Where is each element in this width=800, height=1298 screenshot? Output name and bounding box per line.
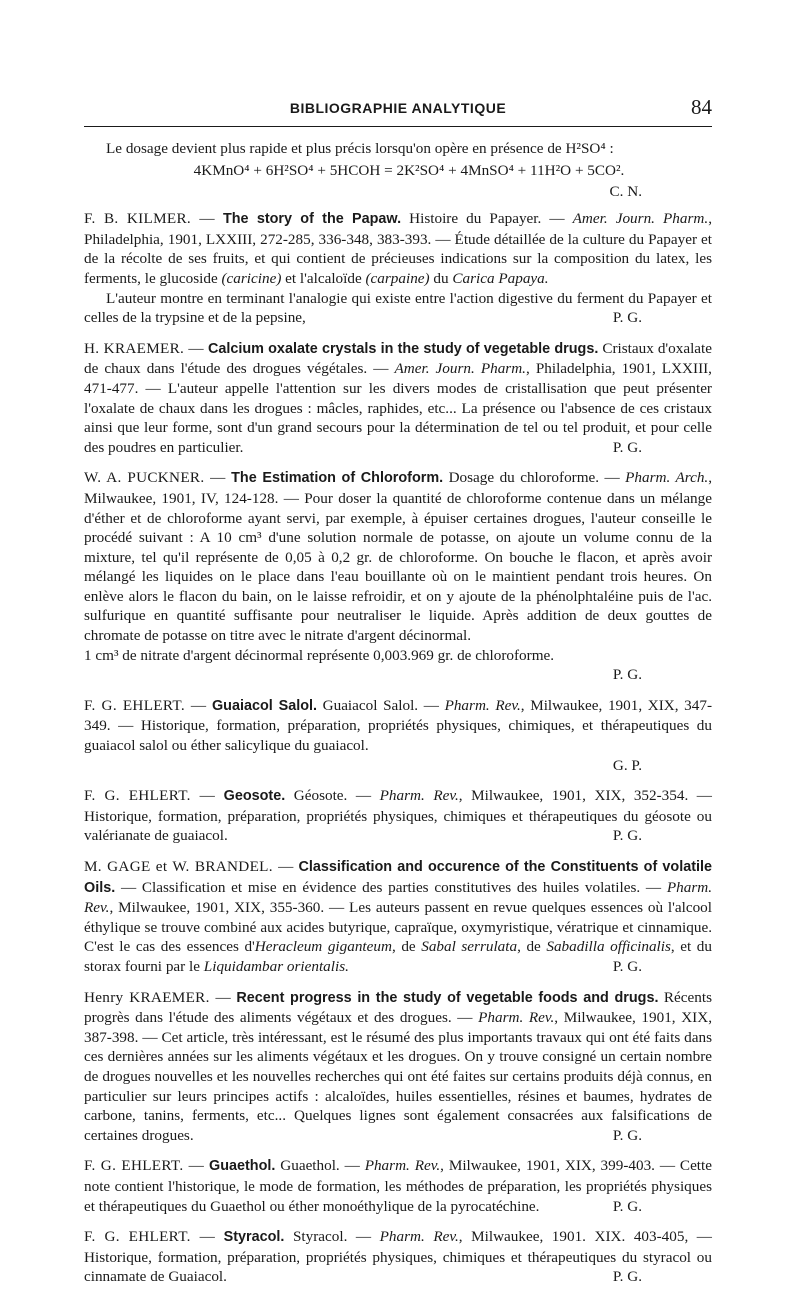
entry-author: Henry KRAEMER. —: [84, 988, 231, 1006]
entry-signature: P. G.: [612, 1126, 642, 1144]
entry-text: , Milwaukee, 1901, XIX, 347-349. — Historique, formation, préparation, propriétés physiques, chimiques, et thérapeutiques du guaiacol salol ou éther salicylique du guaiacol.: [84, 696, 713, 755]
entry-signature: P. G.: [612, 957, 642, 975]
entry-term: (carpaine): [365, 269, 430, 287]
entry-author: F. G. EHLERT. —: [84, 696, 207, 714]
header-rule: [84, 126, 712, 127]
entry-title: Calcium oxalate crystals in the study of vegetable drugs.: [207, 340, 599, 357]
entry-body: [84, 209, 712, 288]
intro-text: Le dosage devient plus rapide et plus précis lorsqu'on opère en présence de H²SO⁴ :: [106, 140, 614, 157]
entry-term: Liquidambar orientalis.: [203, 957, 349, 975]
intro-formula: 4KMnO⁴ + 6H²SO⁴ + 5HCOH = 2K²SO⁴ + 4MnSO⁴ + 11H²O + 5CO².: [193, 161, 625, 179]
entry-kraemer-progress: [84, 988, 712, 1146]
entry-paragraph: 1 cm³ de nitrate d'argent décinormal représente 0,003.969 gr. de chloroforme.: [84, 646, 555, 664]
entry-ehlert-styracol: [84, 1227, 712, 1287]
entry-author: F. B. KILMER. —: [84, 210, 215, 228]
entry-journal: Amer. Journ. Pharm.: [394, 360, 526, 378]
entry-title: Geosote.: [223, 788, 286, 805]
entry-term: Heracleum giganteum: [254, 938, 392, 956]
entry-title: The Estimation of Chloroform.: [231, 470, 444, 487]
entry-text: Guaiacol Salol. —: [317, 696, 445, 714]
entry-text: , Milwaukee, 1901, IV, 124-128. — Pour doser la quantité de chloroforme contenue dans un mélange d'éther et de chloroforme ayant servi, par exemple, à épuiser certaines drogues, l'auteur conseille le procédé suivant : A 10 cm³ d'une solution normale de potasse, on ajoute un volume connu de la mixture, tel qu'il représente de 0,05 à 0,2 gr. de chloroforme. On bouche le flacon, et après avoir mélangé les liquides on le place dans l'eau bouillante où on le maintient pendant trois heures. On enlève alors le flacon du bain, on le laisse refroidir, et on y ajoute de la phénolphtaléine puis de l'ac. sulfurique en quantité suffisante pour neutraliser le liquide. Après addition de deux gouttes de chromate de potasse on titre avec le nitrate d'argent décinormal.: [84, 469, 713, 645]
entry-signature: P. G.: [612, 1268, 642, 1286]
entry-term: Sabal serrulata: [421, 938, 518, 956]
entry-text: , Milwaukee, 1901, XIX, 387-398. — Cet article, très intéressant, est le résumé des plus importants travaux qui ont été faits dans ces dernières années sur les aliments végétaux et les drogues. On y trouve consigné un certain nombre de drogues nouvelles et les nouvelles recherches qui ont été faites sur certains produits déjà connus, en particulier sur leurs principes actifs : alcaloïdes, huiles essentielles, résines et baumes, hydrates de carbone, tanins, ferments, etc... Quelques lignes sont également consacrées aux falsifications de certaines drogues.: [84, 1009, 712, 1144]
intro-continuation: [84, 139, 712, 201]
entry-journal: Pharm. Rev.: [364, 1157, 441, 1175]
entry-text: , Milwaukee, 1901. XIX. 403-405, — Historique, formation, préparation, propriétés physiques, chimiques et thérapeutiques du styracol ou cinnamate de Guaiacol.: [84, 1228, 712, 1286]
intro-signature: C. N.: [609, 182, 642, 200]
entry-text: Récents progrès dans l'étude des aliments végétaux et des drogues. —: [84, 988, 712, 1027]
entry-title: Guaethol.: [209, 1158, 276, 1175]
entry-author: W. A. PUCKNER. —: [84, 469, 226, 487]
entry-puckner: [84, 468, 712, 685]
entry-text: , Milwaukee, 1901, XIX, 352-354. — Historique, formation, préparation, propriétés physiques, chimiques et thérapeutiques du géosote ou valérianate de guaiacol.: [84, 787, 712, 845]
entry-text: Géosote. —: [285, 787, 380, 805]
entry-term: (caricine): [221, 269, 282, 287]
entry-text: L'auteur montre en terminant l'analogie qui existe entre l'action digestive du ferment du Papayer et celles de la trypsine et de la pepsine,: [84, 289, 712, 327]
entry-text: , Philadelphia, 1901, LXXIII, 471-477. — L'auteur appelle l'attention sur les divers modes de cristallisation que peut présenter l'oxalate de chaux dans les drogues : mâcles, raphides, etc... La présence ou l'absence de ces cristaux ainsi que leur forme, sont d'un grand secours pour la détermination de tel ou tel produit, et pour celle des poudres en particulier.: [84, 360, 712, 456]
entry-text: et l'alcaloïde: [281, 269, 366, 287]
entry-body: [84, 1227, 712, 1287]
entry-text: Cristaux d'oxalate de chaux dans l'étude des drogues végétales. —: [84, 339, 713, 378]
entry-body: [84, 468, 712, 645]
entry-term: Sabadilla officinalis: [546, 938, 671, 956]
entry-kraemer-calcium: [84, 339, 712, 458]
entry-ehlert-guaiacol-salol: [84, 696, 712, 775]
entry-author: F. G. EHLERT. —: [84, 787, 216, 805]
entry-body: [84, 786, 712, 846]
entry-author: H. KRAEMER. —: [84, 339, 204, 357]
entry-signature: P. G.: [612, 1197, 642, 1215]
entry-ehlert-guaethol: [84, 1156, 712, 1216]
entry-journal: Pharm. Rev.: [478, 1009, 555, 1027]
entry-journal: Pharm. Rev.: [379, 1228, 459, 1246]
entry-journal: Amer. Journ. Pharm.: [572, 210, 709, 228]
entry-signature: P. G.: [612, 666, 642, 684]
entry-title: Recent progress in the study of vegetable foods and drugs.: [236, 989, 659, 1006]
entry-kilmer: [84, 209, 712, 328]
entry-text: , de: [517, 938, 547, 956]
entry-signature: G. P.: [612, 756, 642, 774]
entry-text: du: [429, 269, 453, 287]
entry-body: [84, 988, 712, 1146]
entry-author: F. G. EHLERT. —: [84, 1228, 216, 1246]
entry-author: F. G. EHLERT. —: [84, 1157, 205, 1175]
page-number: 84: [691, 95, 712, 119]
entry-author: M. GAGE et W. BRANDEL. —: [84, 858, 294, 875]
entry-gage-brandel: [84, 857, 712, 977]
entry-text: , de: [391, 938, 422, 956]
entry-body: [84, 857, 712, 977]
entry-title: Styracol.: [223, 1229, 285, 1246]
entry-title: The story of the Papaw.: [222, 211, 402, 228]
entry-title: Guaiacol Salol.: [211, 697, 317, 714]
entry-title: Classification and occurence of the Constituents of volatile Oils.: [84, 859, 712, 896]
entry-journal: Pharm. Rev.: [84, 878, 712, 917]
entry-body: [84, 339, 712, 458]
entry-signature: P. G.: [612, 309, 642, 327]
entry-paragraph: [84, 289, 712, 328]
running-title: BIBLIOGRAPHIE ANALYTIQUE: [289, 100, 507, 116]
entry-text: Guaethol. —: [275, 1157, 365, 1175]
page: [84, 95, 713, 1298]
entry-text: , Milwaukee, 1901, XIX, 355-360. — Les auteurs passent en revue quelques essences où l'alcool éthylique se trouve combiné aux acides butyrique, capraïque, oxymyristique, vératrique et cinnamique. C'est le cas des essences d': [84, 899, 712, 956]
page-header: [84, 95, 712, 126]
entry-text: , et du storax fourni par le: [84, 938, 712, 975]
entry-term: Carica Papaya.: [452, 269, 549, 287]
entry-signature: P. G.: [612, 438, 642, 456]
entry-journal: Pharm. Arch.: [625, 469, 709, 487]
entry-body: [84, 696, 712, 756]
entry-text: , Milwaukee, 1901, XIX, 399-403. — Cette note contient l'historique, le mode de formation, les méthodes de préparation, les propriétés physiques et thérapeutiques du Guaethol ou éther monoéthylique de la pyrocatéchine.: [84, 1157, 712, 1215]
entry-journal: Pharm. Rev.: [379, 787, 459, 805]
entry-text: Dosage du chloroforme. —: [443, 469, 626, 487]
entry-ehlert-geosote: [84, 786, 712, 846]
entry-text: — Classification et mise en évidence des parties constitutives des huiles volatiles. —: [115, 878, 667, 896]
entry-journal: Pharm. Rev.: [444, 696, 521, 714]
entry-text: Histoire du Papayer. —: [401, 210, 573, 228]
entry-text: , Philadelphia, 1901, LXXIII, 272-285, 336-348, 383-393. — Étude détaillée de la culture du Papayer et de la récolte de ses fruits, et qui contient de précieuses indications sur la composition du latex, les ferments, le glucoside: [84, 210, 712, 287]
entry-body: [84, 1156, 712, 1216]
entry-signature: P. G.: [612, 827, 642, 845]
entry-text: Styracol. —: [284, 1228, 380, 1246]
